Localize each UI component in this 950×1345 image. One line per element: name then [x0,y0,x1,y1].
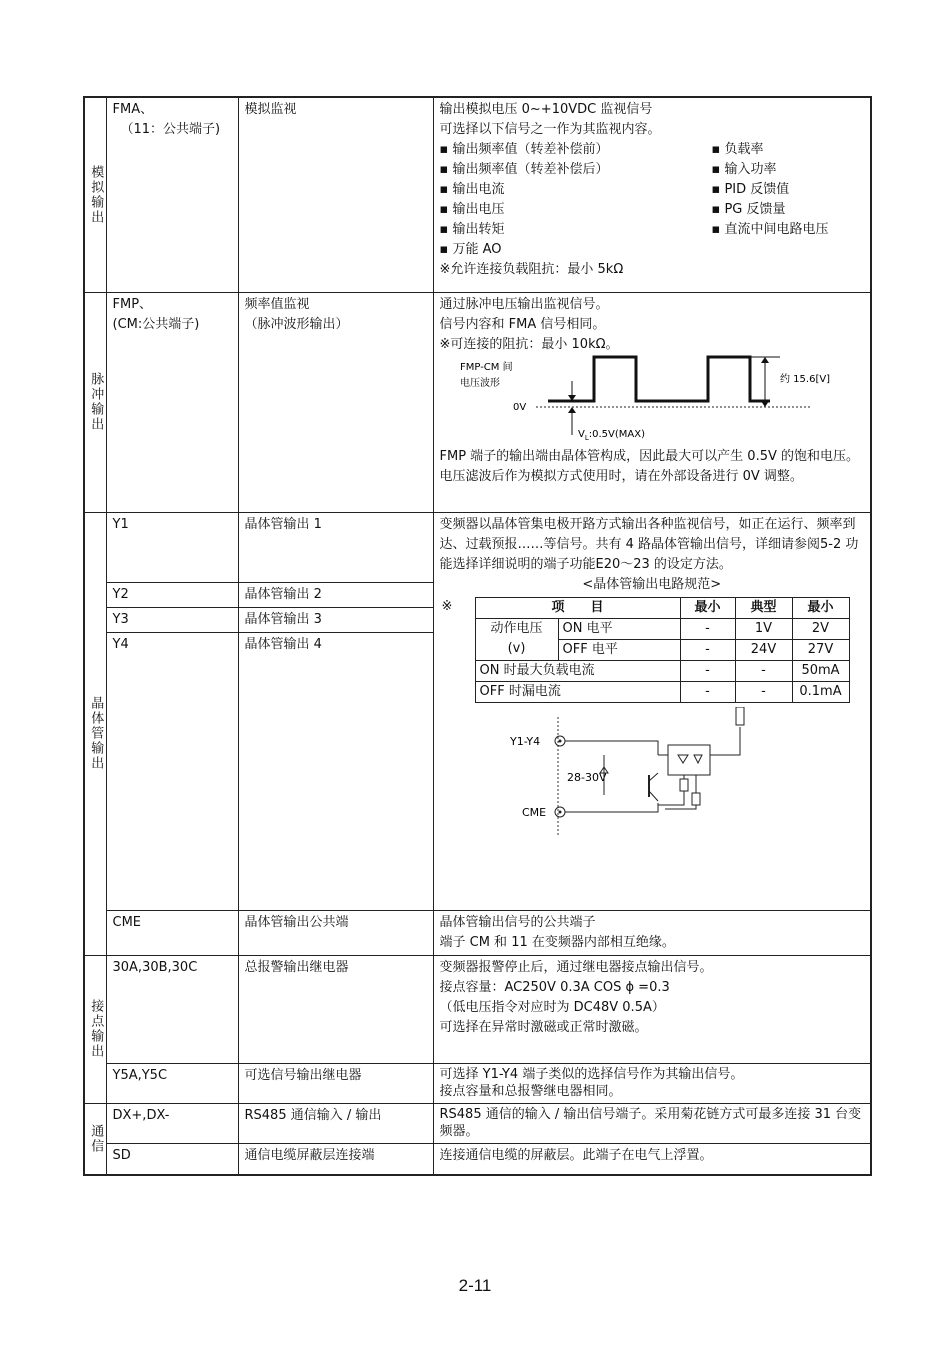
spec-table [475,597,850,703]
signal-item: ▪ PG 反馈量 [711,202,786,217]
terminal-fma-common: （11：公共端子) [120,122,221,137]
vl-arrowhead-bottom [568,407,576,413]
terminal-sd: SD [106,1143,238,1175]
terminal-cme: CME [106,910,238,955]
signal-item: ▪ 输入功率 [711,162,777,177]
desc-line: 可选择以下信号之一作为其监视内容。 [439,122,661,137]
spec-max: 2V [792,618,849,639]
category-analog-output: 模拟输出 [84,97,106,292]
desc-line: ※可连接的阻抗：最小 10kΩ。 [439,336,619,352]
function-analog-monitor: 模拟监视 [238,97,433,292]
load-wire [710,727,740,755]
function-shield: 通信电缆屏蔽层连接端 [238,1143,433,1175]
function-frequency-monitor: 频率值监视 [244,296,310,312]
amplitude-arrowhead-top [761,357,769,363]
spec-max: 0.1mA [792,681,849,702]
desc-line: 输出模拟电压 0~+10VDC 监视信号 [439,102,653,117]
category-transistor-output: 晶体管输出 [84,512,106,955]
transistor-collector [649,773,658,781]
signal-item: ▪ 输出电压 [439,202,505,217]
spec-item: ON 电平 [558,618,680,639]
row-30abc [84,955,871,1063]
desc-line: 接点容量和总报警继电器相同。 [439,1083,622,1099]
signal-item: ▪ 输出频率值（转差补偿前） [439,142,609,157]
spec-item: OFF 时漏电流 [475,681,680,702]
row-y5 [84,1063,871,1103]
transistor-output-desc: 变频器以晶体管集电极开路方式输出各种监视信号，如正在运行、频率到达、过载预报……等信号。共有 4 路晶体管输出信号，详细请参阅5-2 功能选择详细说明的端子功能E20～23 的设定方法。 [439,516,859,572]
spec-min: - [680,660,735,681]
function-y1: 晶体管输出 1 [238,512,433,582]
spec-typ: - [735,681,792,702]
row-analog-output [84,97,871,292]
terminal-y1: Y1 [106,512,238,582]
photo-diode [694,755,702,763]
amplitude-arrowhead-bottom [761,401,769,407]
vl-value: :0.5V(MAX) [588,428,645,440]
y-terminal-label: Y1-Y4 [509,734,540,748]
spec-header-max: 最小 [792,597,849,618]
photo-led [678,755,688,763]
function-option-relay: 可选信号输出继电器 [238,1063,433,1103]
category-pulse-output: 脉冲输出 [84,292,106,512]
vl-symbol: V [577,428,585,440]
spec-title: <晶体管输出电路规范> [582,576,722,592]
spec-typ: - [735,660,792,681]
bias-resistor-2 [692,793,700,805]
terminal-y3: Y3 [106,607,238,632]
function-y3: 晶体管输出 3 [238,607,433,632]
zero-volt-label: 0V [512,401,526,413]
desc-line: （低电压指令对应时为 DC48V 0.5A） [439,999,665,1015]
desc-line: 可选择在异常时激磁或正常时激磁。 [439,1019,648,1035]
signal-item: ▪ 输出转矩 [439,222,505,237]
terminal-function-table [83,96,872,1176]
spec-min: - [680,618,735,639]
desc-line: 通过脉冲电压输出监视信号。 [439,296,609,312]
signal-list [440,140,865,260]
impedance-note: ※允许连接负载阻抗：最小 5kΩ [439,262,624,277]
row-cme [84,910,871,955]
spec-header-typ: 典型 [735,597,792,618]
photocoupler-box [668,745,710,775]
desc-line: 接点容量：AC250V 0.3A COS ϕ =0.3 [439,979,670,995]
category-contact-output: 接点输出 [84,955,106,1103]
desc-line: 端子 CM 和 11 在变频器内部相互绝缘。 [439,934,675,950]
shield-desc: 连接通信电缆的屏蔽层。此端子在电气上浮置。 [433,1143,871,1175]
amplitude-label: 约 15.6[V] [779,373,830,385]
y-terminal-dot [558,739,561,742]
terminal-y4: Y4 [106,632,238,910]
bias-resistor-1 [680,779,688,791]
desc-line: 变频器报警停止后，通过继电器接点输出信号。 [439,959,713,975]
spec-header-min: 最小 [680,597,735,618]
signal-item: ▪ 直流中间电路电压 [711,222,829,237]
spec-group-unit: (v) [507,640,526,656]
load-resistor [736,707,744,725]
vl-subscript: L [584,433,589,442]
terminal-fmp-common: (CM:公共端子) [112,316,200,332]
category-communication: 通信 [84,1103,106,1175]
spec-item: ON 时最大负载电流 [475,660,680,681]
collector-wire [565,741,658,755]
spec-min: - [680,639,735,660]
terminal-y2: Y2 [106,582,238,607]
transistor-emitter [649,791,658,801]
row-y1 [84,512,871,582]
terminal-fma: FMA、 [112,102,154,117]
desc-line: 晶体管输出信号的公共端子 [439,914,596,930]
function-cme: 晶体管输出公共端 [238,910,433,955]
desc-line: 信号内容和 FMA 信号相同。 [439,316,606,332]
terminal-fmp: FMP、 [112,296,153,312]
spec-max: 50mA [792,660,849,681]
terminal-30abc: 30A,30B,30C [106,955,238,1063]
rs485-desc: RS485 通信的输入 / 输出信号端子。采用菊花链方式可最多连接 31 台变频器。 [439,1106,862,1139]
pulse-wave [548,357,770,401]
signal-item: ▪ PID 反馈值 [711,182,790,197]
signal-item: ▪ 万能 AO [439,242,502,257]
function-y4: 晶体管输出 4 [238,632,433,910]
cme-terminal-dot [558,810,561,813]
page-number: 2-11 [458,1276,492,1295]
signal-item: ▪ 输出频率值（转差补偿后） [439,162,609,177]
fmp-saturation-note: FMP 端子的输出端由晶体管构成，因此最大可以产生 0.5V 的饱和电压。电压滤波后作为模拟方式使用时，请在外部设备进行 0V 调整。 [439,448,859,484]
note-mark: ※ [441,598,453,614]
spec-item: OFF 电平 [558,639,680,660]
spec-group-label: 动作电压 [490,620,543,636]
terminal-dx: DX+,DX- [106,1103,238,1143]
spec-min: - [680,681,735,702]
spec-typ: 24V [735,639,792,660]
terminal-y5: Y5A,Y5C [106,1063,238,1103]
spec-typ: 1V [735,618,792,639]
function-y2: 晶体管输出 2 [238,582,433,607]
emitter-wire [565,803,658,812]
row-pulse-output [84,292,871,512]
desc-line: 可选择 Y1-Y4 端子类似的选择信号作为其输出信号。 [439,1066,744,1082]
cme-circuit-label: CME [521,805,546,819]
pulse-waveform-diagram [440,355,860,447]
signal-item: ▪ 输出电流 [439,182,505,197]
zener-label: 28-30V [566,770,606,784]
signal-item: ▪ 负载率 [711,142,764,157]
transistor-circuit-diagram [440,707,860,847]
function-pulse-wave: （脉冲波形输出） [244,316,349,332]
waveform-label-2: 电压波形 [459,377,500,389]
spec-header-item: 项 目 [475,597,680,618]
function-alarm-relay: 总报警输出继电器 [238,955,433,1063]
spec-max: 27V [792,639,849,660]
function-rs485: RS485 通信输入 / 输出 [238,1103,433,1143]
svg-text:VL:0.5V(MAX) [578,429,645,442]
row-dx [84,1103,871,1143]
waveform-label-1: FMP-CM 间 [459,361,513,373]
row-sd [84,1143,871,1175]
